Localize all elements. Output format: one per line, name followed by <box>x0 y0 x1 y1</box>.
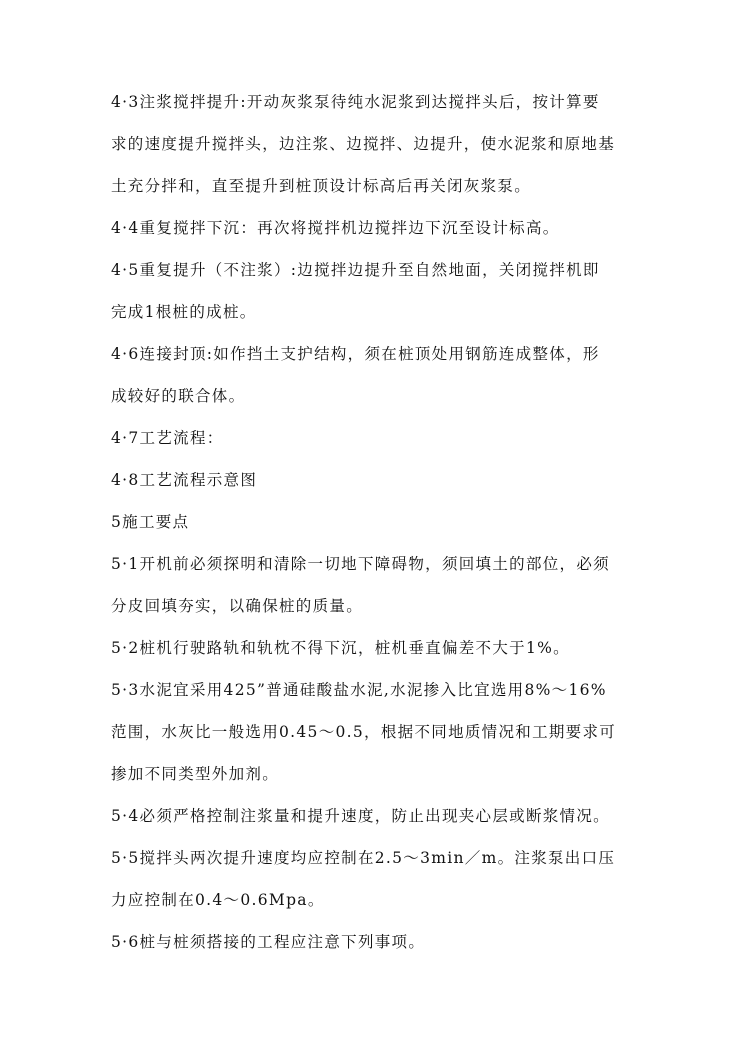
document-body <box>111 92 643 974</box>
text-line-5-3-b: 范围，水灰比一般选用0.45～0.5，根据不同地质情况和工期要求可 <box>111 723 617 741</box>
text-line-5-1-a: 5·1开机前必须探明和清除一切地下障碍物，须回填土的部位，必须 <box>111 555 610 573</box>
text-line-4-7: 4·7工艺流程： <box>111 429 224 447</box>
text-line-4-3-b: 求的速度提升搅拌头，边注浆、边搅拌、边提升，使水泥浆和原地基 <box>111 135 616 153</box>
text-line-5-3-a: 5·3水泥宜采用425”普通硅酸盐水泥,水泥掺入比宜选用8%～16% <box>111 681 607 699</box>
text-line-4-8: 4·8工艺流程示意图 <box>111 471 258 489</box>
section-heading-5: 5施工要点 <box>111 513 190 531</box>
text-line-5-5-a: 5·5搅拌头两次提升速度均应控制在2.5～3min／m。注浆泵出口压 <box>111 849 616 867</box>
text-line-4-5-a: 4·5重复提升（不注浆）:边搅拌边提升至自然地面，关闭搅拌机即 <box>111 261 600 279</box>
text-line-5-1-b: 分皮回填夯实，以确保桩的质量。 <box>111 597 364 615</box>
text-line-4-3-c: 土充分拌和，直至提升到桩顶设计标高后再关闭灰浆泵。 <box>111 177 532 195</box>
text-line-5-6: 5·6桩与桩须搭接的工程应注意下列事项。 <box>111 933 426 951</box>
text-line-5-3-c: 掺加不同类型外加剂。 <box>111 765 280 783</box>
text-line-4-6-b: 成较好的联合体。 <box>111 387 246 405</box>
text-line-5-5-b: 力应控制在0.4～0.6Mpa。 <box>111 891 325 909</box>
text-line-5-2: 5·2桩机行驶路轨和轨枕不得下沉，桩机垂直偏差不大于1%。 <box>111 639 570 657</box>
text-line-4-5-b: 完成1根桩的成桩。 <box>111 303 257 321</box>
text-line-5-4: 5·4必须严格控制注浆量和提升速度，防止出现夹心层或断浆情况。 <box>111 807 610 825</box>
text-line-4-3-a: 4·3注浆搅拌提升:开动灰浆泵待纯水泥浆到达搅拌头后，按计算要 <box>111 93 600 111</box>
text-line-4-4: 4·4重复搅拌下沉：再次将搅拌机边搅拌边下沉至设计标高。 <box>111 219 560 237</box>
text-line-4-6-a: 4·6连接封顶:如作挡土支护结构，须在桩顶处用钢筋连成整体，形 <box>111 345 600 363</box>
